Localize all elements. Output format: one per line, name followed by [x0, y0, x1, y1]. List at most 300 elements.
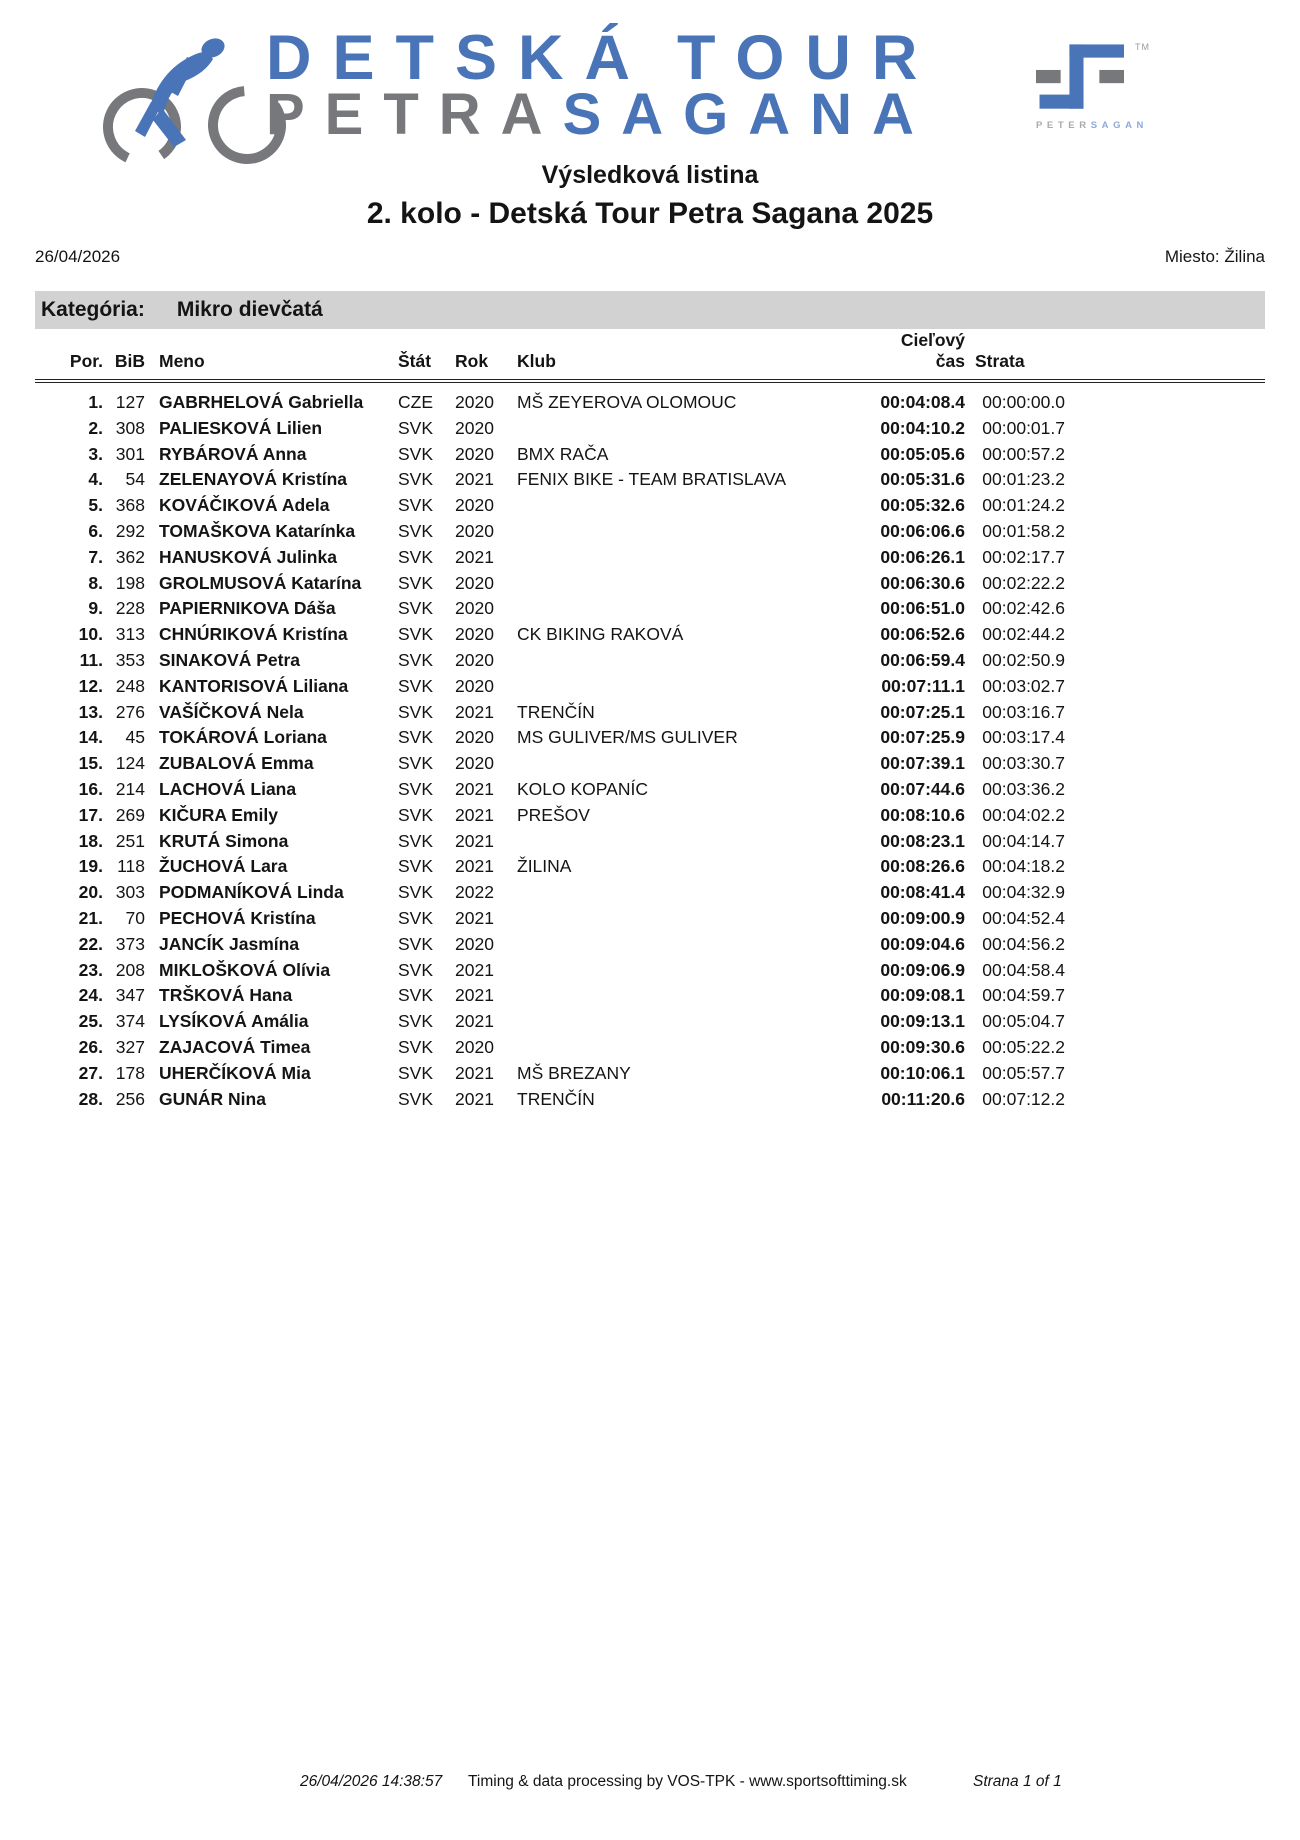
table-row: [35, 1061, 1265, 1087]
cell-gap: 00:04:02.2: [982, 804, 1065, 825]
cell-bib: 374: [115, 1011, 145, 1032]
cell-club: [507, 829, 875, 855]
cell-bib: 208: [115, 959, 145, 980]
cell-year: 2020: [455, 933, 494, 954]
table-row: [35, 519, 1265, 545]
cell-gap: 00:04:58.4: [982, 959, 1065, 980]
cell-country: SVK: [398, 830, 434, 851]
table-row: [35, 700, 1265, 726]
cell-rank: 20.: [78, 882, 103, 903]
logo-row: [0, 23, 1300, 166]
footer-page-number: Strana 1 of 1: [973, 1773, 1062, 1790]
table-row: [35, 467, 1265, 493]
cell-name: VAŠÍČKOVÁ Nela: [159, 701, 304, 722]
table-row: [35, 545, 1265, 571]
cell-filler: [1065, 1061, 1265, 1087]
cell-bib: 303: [115, 882, 145, 903]
table-row: [35, 622, 1265, 648]
table-row: [35, 381, 1265, 416]
cell-country: SVK: [398, 417, 434, 438]
cell-filler: [1065, 648, 1265, 674]
cell-country: SVK: [398, 985, 434, 1006]
cell-gap: 00:05:04.7: [982, 1011, 1065, 1032]
cell-filler: [1065, 596, 1265, 622]
cell-country: SVK: [398, 520, 434, 541]
cell-filler: [1065, 1009, 1265, 1035]
table-row: [35, 725, 1265, 751]
cell-finish-time: 00:08:23.1: [880, 830, 965, 851]
cell-bib: 54: [125, 469, 145, 490]
table-row: [35, 751, 1265, 777]
cell-club: [507, 648, 875, 674]
table-row: [35, 596, 1265, 622]
cell-rank: 14.: [78, 727, 103, 748]
cell-finish-time: 00:07:44.6: [880, 778, 965, 799]
cell-name: RYBÁROVÁ Anna: [159, 443, 307, 464]
cell-finish-time: 00:09:04.6: [880, 933, 965, 954]
cell-gap: 00:03:02.7: [982, 675, 1065, 696]
logo-word-sagana: SAGANA: [562, 82, 934, 147]
cell-bib: 124: [115, 753, 145, 774]
cell-name: LACHOVÁ Liana: [159, 778, 297, 799]
cell-name: ZAJACOVÁ Timea: [159, 1036, 311, 1057]
ps-caption-sagan: SAGAN: [1090, 120, 1148, 131]
cell-gap: 00:03:36.2: [982, 778, 1065, 799]
cell-country: SVK: [398, 598, 434, 619]
cell-club: TRENČÍN: [517, 1088, 595, 1109]
logo-line1: [266, 23, 939, 93]
col-header-name: Meno: [145, 330, 395, 381]
cell-name: PAPIERNIKOVA Dáša: [159, 598, 336, 619]
cell-name: KRUTÁ Simona: [159, 830, 289, 851]
cell-finish-time: 00:08:41.4: [880, 882, 965, 903]
cell-gap: 00:01:24.2: [982, 495, 1065, 516]
cell-country: SVK: [398, 856, 434, 877]
cell-country: CZE: [398, 392, 433, 412]
table-row: [35, 648, 1265, 674]
cell-year: 2021: [455, 778, 494, 799]
col-header-gap: Strata: [965, 330, 1065, 381]
cell-gap: 00:03:17.4: [982, 727, 1065, 748]
cell-year: 2020: [455, 392, 494, 412]
cell-name: UHERČÍKOVÁ Mia: [159, 1062, 311, 1083]
cell-rank: 25.: [78, 1011, 103, 1032]
table-row: [35, 777, 1265, 803]
col-header-finish-time: Cieľový čas: [875, 330, 965, 381]
table-row: [35, 571, 1265, 597]
cell-finish-time: 00:07:11.1: [881, 675, 965, 696]
cell-filler: [1065, 519, 1265, 545]
ps-mark-caption: [1036, 120, 1148, 131]
cell-name: KOVÁČIKOVÁ Adela: [159, 495, 330, 516]
logo-line2: [266, 82, 938, 147]
cell-filler: [1065, 416, 1265, 442]
cell-filler: [1065, 467, 1265, 493]
cell-rank: 19.: [78, 856, 103, 877]
cell-filler: [1065, 906, 1265, 932]
cell-gap: 00:00:57.2: [982, 443, 1065, 464]
cell-country: SVK: [398, 907, 434, 928]
cell-rank: 8.: [88, 572, 103, 593]
category-bar: [35, 291, 1265, 329]
cell-name: MIKLOŠKOVÁ Olívia: [159, 959, 331, 980]
cell-name: JANCÍK Jasmína: [159, 933, 300, 954]
cell-filler: [1065, 725, 1265, 751]
cell-bib: 45: [125, 727, 145, 748]
cell-club: [507, 1009, 875, 1035]
cell-name: KIČURA Emily: [159, 804, 278, 825]
cell-year: 2020: [455, 675, 494, 696]
cell-club: [507, 571, 875, 597]
cell-club: [507, 1035, 875, 1061]
cell-gap: 00:05:57.7: [982, 1062, 1065, 1083]
cell-finish-time: 00:07:25.1: [880, 701, 965, 722]
cell-rank: 17.: [78, 804, 103, 825]
cell-finish-time: 00:09:08.1: [880, 985, 965, 1006]
cell-gap: 00:03:30.7: [982, 753, 1065, 774]
cell-rank: 28.: [78, 1088, 103, 1109]
cell-filler: [1065, 880, 1265, 906]
cell-year: 2020: [455, 417, 494, 438]
logo-word-detska: DETSKÁ: [266, 23, 652, 93]
table-row: [35, 880, 1265, 906]
cell-rank: 6.: [88, 520, 103, 541]
cell-country: SVK: [398, 778, 434, 799]
cell-bib: 373: [115, 933, 145, 954]
cell-filler: [1065, 545, 1265, 571]
cell-year: 2021: [455, 1062, 494, 1083]
cell-club: [507, 932, 875, 958]
cell-gap: 00:00:01.7: [982, 417, 1065, 438]
cell-gap: 00:01:23.2: [982, 469, 1065, 490]
cell-year: 2021: [455, 1088, 494, 1109]
cell-club: KOLO KOPANÍC: [517, 778, 648, 799]
cell-rank: 21.: [78, 907, 103, 928]
cell-country: SVK: [398, 624, 434, 645]
cell-year: 2021: [455, 804, 494, 825]
cell-club: [507, 880, 875, 906]
cell-finish-time: 00:06:52.6: [880, 624, 965, 645]
cell-country: SVK: [398, 1088, 434, 1109]
logo-word-tour: TOUR: [677, 23, 939, 93]
table-row: [35, 1087, 1265, 1113]
cell-name: GABRHELOVÁ Gabriella: [159, 392, 364, 412]
cell-gap: 00:04:52.4: [982, 907, 1065, 928]
cell-finish-time: 00:09:30.6: [880, 1036, 965, 1057]
cell-finish-time: 00:09:06.9: [880, 959, 965, 980]
category-label: Kategória:: [41, 298, 145, 321]
cell-rank: 11.: [79, 649, 103, 670]
table-row: [35, 674, 1265, 700]
cell-finish-time: 00:06:51.0: [880, 598, 965, 619]
cell-club: [507, 983, 875, 1009]
cell-year: 2020: [455, 624, 494, 645]
page-footer: [0, 1773, 1300, 1797]
cell-name: ZELENAYOVÁ Kristína: [159, 469, 348, 490]
cell-bib: 118: [117, 856, 145, 877]
cell-finish-time: 00:09:00.9: [880, 907, 965, 928]
cell-name: GUNÁR Nina: [159, 1088, 266, 1109]
cell-gap: 00:02:22.2: [982, 572, 1065, 593]
cell-name: TOMAŠKOVA Katarínka: [159, 520, 356, 541]
cell-club: [507, 906, 875, 932]
cell-year: 2020: [455, 572, 494, 593]
col-header-rank: Por.: [35, 330, 103, 381]
cell-country: SVK: [398, 495, 434, 516]
cell-rank: 23.: [78, 959, 103, 980]
table-row: [35, 803, 1265, 829]
cell-filler: [1065, 442, 1265, 468]
cell-year: 2021: [455, 830, 494, 851]
col-header-bib: BiB: [103, 330, 145, 381]
col-header-filler: [1065, 330, 1265, 381]
cell-year: 2021: [455, 907, 494, 928]
table-row: [35, 416, 1265, 442]
col-header-country: Štát: [395, 330, 450, 381]
cell-rank: 24.: [78, 985, 103, 1006]
page-title: Výsledková listina: [541, 161, 759, 189]
cell-club: [507, 751, 875, 777]
cell-rank: 3.: [88, 443, 103, 464]
footer-datetime: 26/04/2026 14:38:57: [300, 1773, 443, 1790]
cell-club: MS GULIVER/MS GULIVER: [517, 727, 738, 748]
cell-filler: [1065, 674, 1265, 700]
cell-bib: 276: [115, 701, 145, 722]
cell-finish-time: 00:11:20.6: [881, 1088, 965, 1109]
cell-year: 2021: [455, 469, 494, 490]
cell-country: SVK: [398, 469, 434, 490]
cell-club: [507, 519, 875, 545]
category-value: Mikro dievčatá: [176, 298, 323, 321]
col-header-year: Rok: [450, 330, 507, 381]
cell-finish-time: 00:08:26.6: [880, 856, 965, 877]
cell-club: MŠ BREZANY: [517, 1062, 631, 1083]
cell-finish-time: 00:09:13.1: [880, 1011, 965, 1032]
cell-name: PALIESKOVÁ Lilien: [159, 417, 323, 438]
cell-rank: 27.: [78, 1062, 103, 1083]
cell-club: [507, 674, 875, 700]
page-subtitle: 2. kolo - Detská Tour Petra Sagana 2025: [366, 197, 934, 230]
cell-gap: 00:07:12.2: [982, 1088, 1065, 1109]
cell-bib: 368: [115, 495, 145, 516]
cell-gap: 00:03:16.7: [982, 701, 1065, 722]
cell-club: [507, 596, 875, 622]
table-row: [35, 854, 1265, 880]
cell-filler: [1065, 854, 1265, 880]
cell-year: 2022: [455, 882, 494, 903]
cell-bib: 308: [115, 417, 145, 438]
cell-filler: [1065, 622, 1265, 648]
cell-bib: 362: [115, 546, 145, 567]
cell-rank: 13.: [78, 701, 103, 722]
cell-filler: [1065, 1035, 1265, 1061]
cell-finish-time: 00:05:05.6: [880, 443, 965, 464]
cell-finish-time: 00:08:10.6: [880, 804, 965, 825]
table-row: [35, 1009, 1265, 1035]
cell-finish-time: 00:05:32.6: [880, 495, 965, 516]
cell-year: 2020: [455, 495, 494, 516]
cell-gap: 00:00:00.0: [982, 392, 1065, 412]
cell-gap: 00:02:17.7: [982, 546, 1065, 567]
cell-bib: 347: [115, 985, 145, 1006]
results-table: [35, 330, 1265, 1112]
cell-name: CHNÚRIKOVÁ Kristína: [159, 624, 348, 645]
cell-filler: [1065, 381, 1265, 416]
cell-bib: 292: [115, 520, 145, 541]
cell-filler: [1065, 983, 1265, 1009]
event-date: 26/04/2026: [35, 247, 121, 266]
cell-club: TRENČÍN: [517, 701, 595, 722]
cell-name: KANTORISOVÁ Liliana: [159, 675, 349, 696]
cell-country: SVK: [398, 572, 434, 593]
cell-rank: 5.: [88, 495, 103, 516]
footer-timing-note: Timing & data processing by VOS-TPK - www.sportsofttiming.sk: [468, 1773, 907, 1790]
cell-country: SVK: [398, 882, 434, 903]
table-row: [35, 932, 1265, 958]
cell-country: SVK: [398, 804, 434, 825]
cell-country: SVK: [398, 1011, 434, 1032]
cell-filler: [1065, 493, 1265, 519]
cell-club: [507, 493, 875, 519]
table-row: [35, 493, 1265, 519]
event-place: Miesto: Žilina: [1164, 247, 1265, 266]
cell-gap: 00:05:22.2: [982, 1036, 1065, 1057]
ps-caption-peter: PETER: [1036, 120, 1091, 131]
cell-bib: 228: [115, 598, 145, 619]
table-row: [35, 906, 1265, 932]
cell-gap: 00:02:42.6: [982, 598, 1065, 619]
cell-year: 2020: [455, 753, 494, 774]
cell-club: ŽILINA: [517, 856, 572, 877]
cell-finish-time: 00:04:10.2: [880, 417, 965, 438]
cell-finish-time: 00:10:06.1: [880, 1062, 965, 1083]
cell-name: ZUBALOVÁ Emma: [159, 753, 314, 774]
results-body: [35, 381, 1265, 1112]
cell-gap: 00:02:50.9: [982, 649, 1065, 670]
cell-year: 2021: [455, 959, 494, 980]
cell-country: SVK: [398, 933, 434, 954]
cell-year: 2020: [455, 598, 494, 619]
cell-bib: 269: [115, 804, 145, 825]
cell-club: MŠ ZEYEROVA OLOMOUC: [517, 392, 737, 412]
cell-finish-time: 00:04:08.4: [880, 392, 965, 412]
cell-club: FENIX BIKE - TEAM BRATISLAVA: [517, 469, 787, 490]
cell-bib: 301: [115, 443, 145, 464]
cell-name: SINAKOVÁ Petra: [159, 649, 301, 670]
cell-year: 2020: [455, 520, 494, 541]
cell-rank: 2.: [88, 417, 103, 438]
cell-rank: 10.: [78, 624, 103, 645]
logo-wordmark: [266, 23, 939, 147]
cell-country: SVK: [398, 727, 434, 748]
cell-club: [507, 416, 875, 442]
results-header-row: [35, 330, 1265, 381]
cell-club: BMX RAČA: [517, 443, 609, 464]
col-header-club: Klub: [507, 330, 875, 381]
cell-finish-time: 00:06:59.4: [880, 649, 965, 670]
cell-bib: 198: [115, 572, 145, 593]
cell-name: ŽUCHOVÁ Lara: [159, 856, 288, 877]
cell-country: SVK: [398, 1062, 434, 1083]
trademark-symbol: TM: [1135, 42, 1150, 52]
cell-finish-time: 00:06:30.6: [880, 572, 965, 593]
cell-gap: 00:04:32.9: [982, 882, 1065, 903]
cell-gap: 00:04:14.7: [982, 830, 1065, 851]
cell-club: [507, 958, 875, 984]
cell-gap: 00:01:58.2: [982, 520, 1065, 541]
cell-year: 2020: [455, 1036, 494, 1057]
cell-rank: 15.: [78, 753, 103, 774]
cell-gap: 00:04:56.2: [982, 933, 1065, 954]
cell-year: 2020: [455, 649, 494, 670]
cell-bib: 313: [115, 624, 145, 645]
cell-filler: [1065, 958, 1265, 984]
cell-country: SVK: [398, 649, 434, 670]
cell-year: 2020: [455, 727, 494, 748]
cell-filler: [1065, 571, 1265, 597]
table-row: [35, 983, 1265, 1009]
cell-finish-time: 00:07:25.9: [880, 727, 965, 748]
cell-rank: 16.: [78, 778, 103, 799]
cell-rank: 7.: [88, 546, 103, 567]
cell-rank: 1.: [88, 392, 103, 412]
cell-bib: 251: [115, 830, 145, 851]
logo-word-petra: PETRA: [266, 82, 563, 147]
cell-year: 2021: [455, 701, 494, 722]
cell-country: SVK: [398, 443, 434, 464]
cell-bib: 327: [115, 1036, 145, 1057]
cell-finish-time: 00:06:06.6: [880, 520, 965, 541]
cell-filler: [1065, 932, 1265, 958]
cell-country: SVK: [398, 675, 434, 696]
cell-rank: 18.: [78, 830, 103, 851]
cell-year: 2021: [455, 856, 494, 877]
cell-year: 2021: [455, 546, 494, 567]
cell-bib: 214: [115, 778, 145, 799]
cell-country: SVK: [398, 1036, 434, 1057]
cell-bib: 70: [125, 907, 145, 928]
cell-year: 2020: [455, 443, 494, 464]
cell-year: 2021: [455, 985, 494, 1006]
cell-filler: [1065, 751, 1265, 777]
cell-bib: 256: [115, 1088, 145, 1109]
peter-sagan-mark: [1036, 42, 1150, 131]
cell-country: SVK: [398, 753, 434, 774]
cell-filler: [1065, 777, 1265, 803]
cell-rank: 26.: [78, 1036, 103, 1057]
cell-name: LYSÍKOVÁ Amália: [159, 1011, 309, 1032]
cell-club: PREŠOV: [517, 804, 590, 825]
cell-country: SVK: [398, 546, 434, 567]
cell-filler: [1065, 1087, 1265, 1113]
cell-name: TRŠKOVÁ Hana: [159, 985, 293, 1006]
cell-filler: [1065, 700, 1265, 726]
cell-gap: 00:04:59.7: [982, 985, 1065, 1006]
table-row: [35, 442, 1265, 468]
cell-bib: 353: [115, 649, 145, 670]
table-row: [35, 958, 1265, 984]
cell-filler: [1065, 803, 1265, 829]
cell-gap: 00:04:18.2: [982, 856, 1065, 877]
cell-gap: 00:02:44.2: [982, 624, 1065, 645]
cell-bib: 178: [115, 1062, 145, 1083]
cell-finish-time: 00:06:26.1: [880, 546, 965, 567]
cell-rank: 4.: [88, 469, 103, 490]
cell-name: TOKÁROVÁ Loriana: [159, 727, 327, 748]
cell-rank: 22.: [78, 933, 103, 954]
table-row: [35, 1035, 1265, 1061]
meta-row: [35, 247, 1265, 267]
